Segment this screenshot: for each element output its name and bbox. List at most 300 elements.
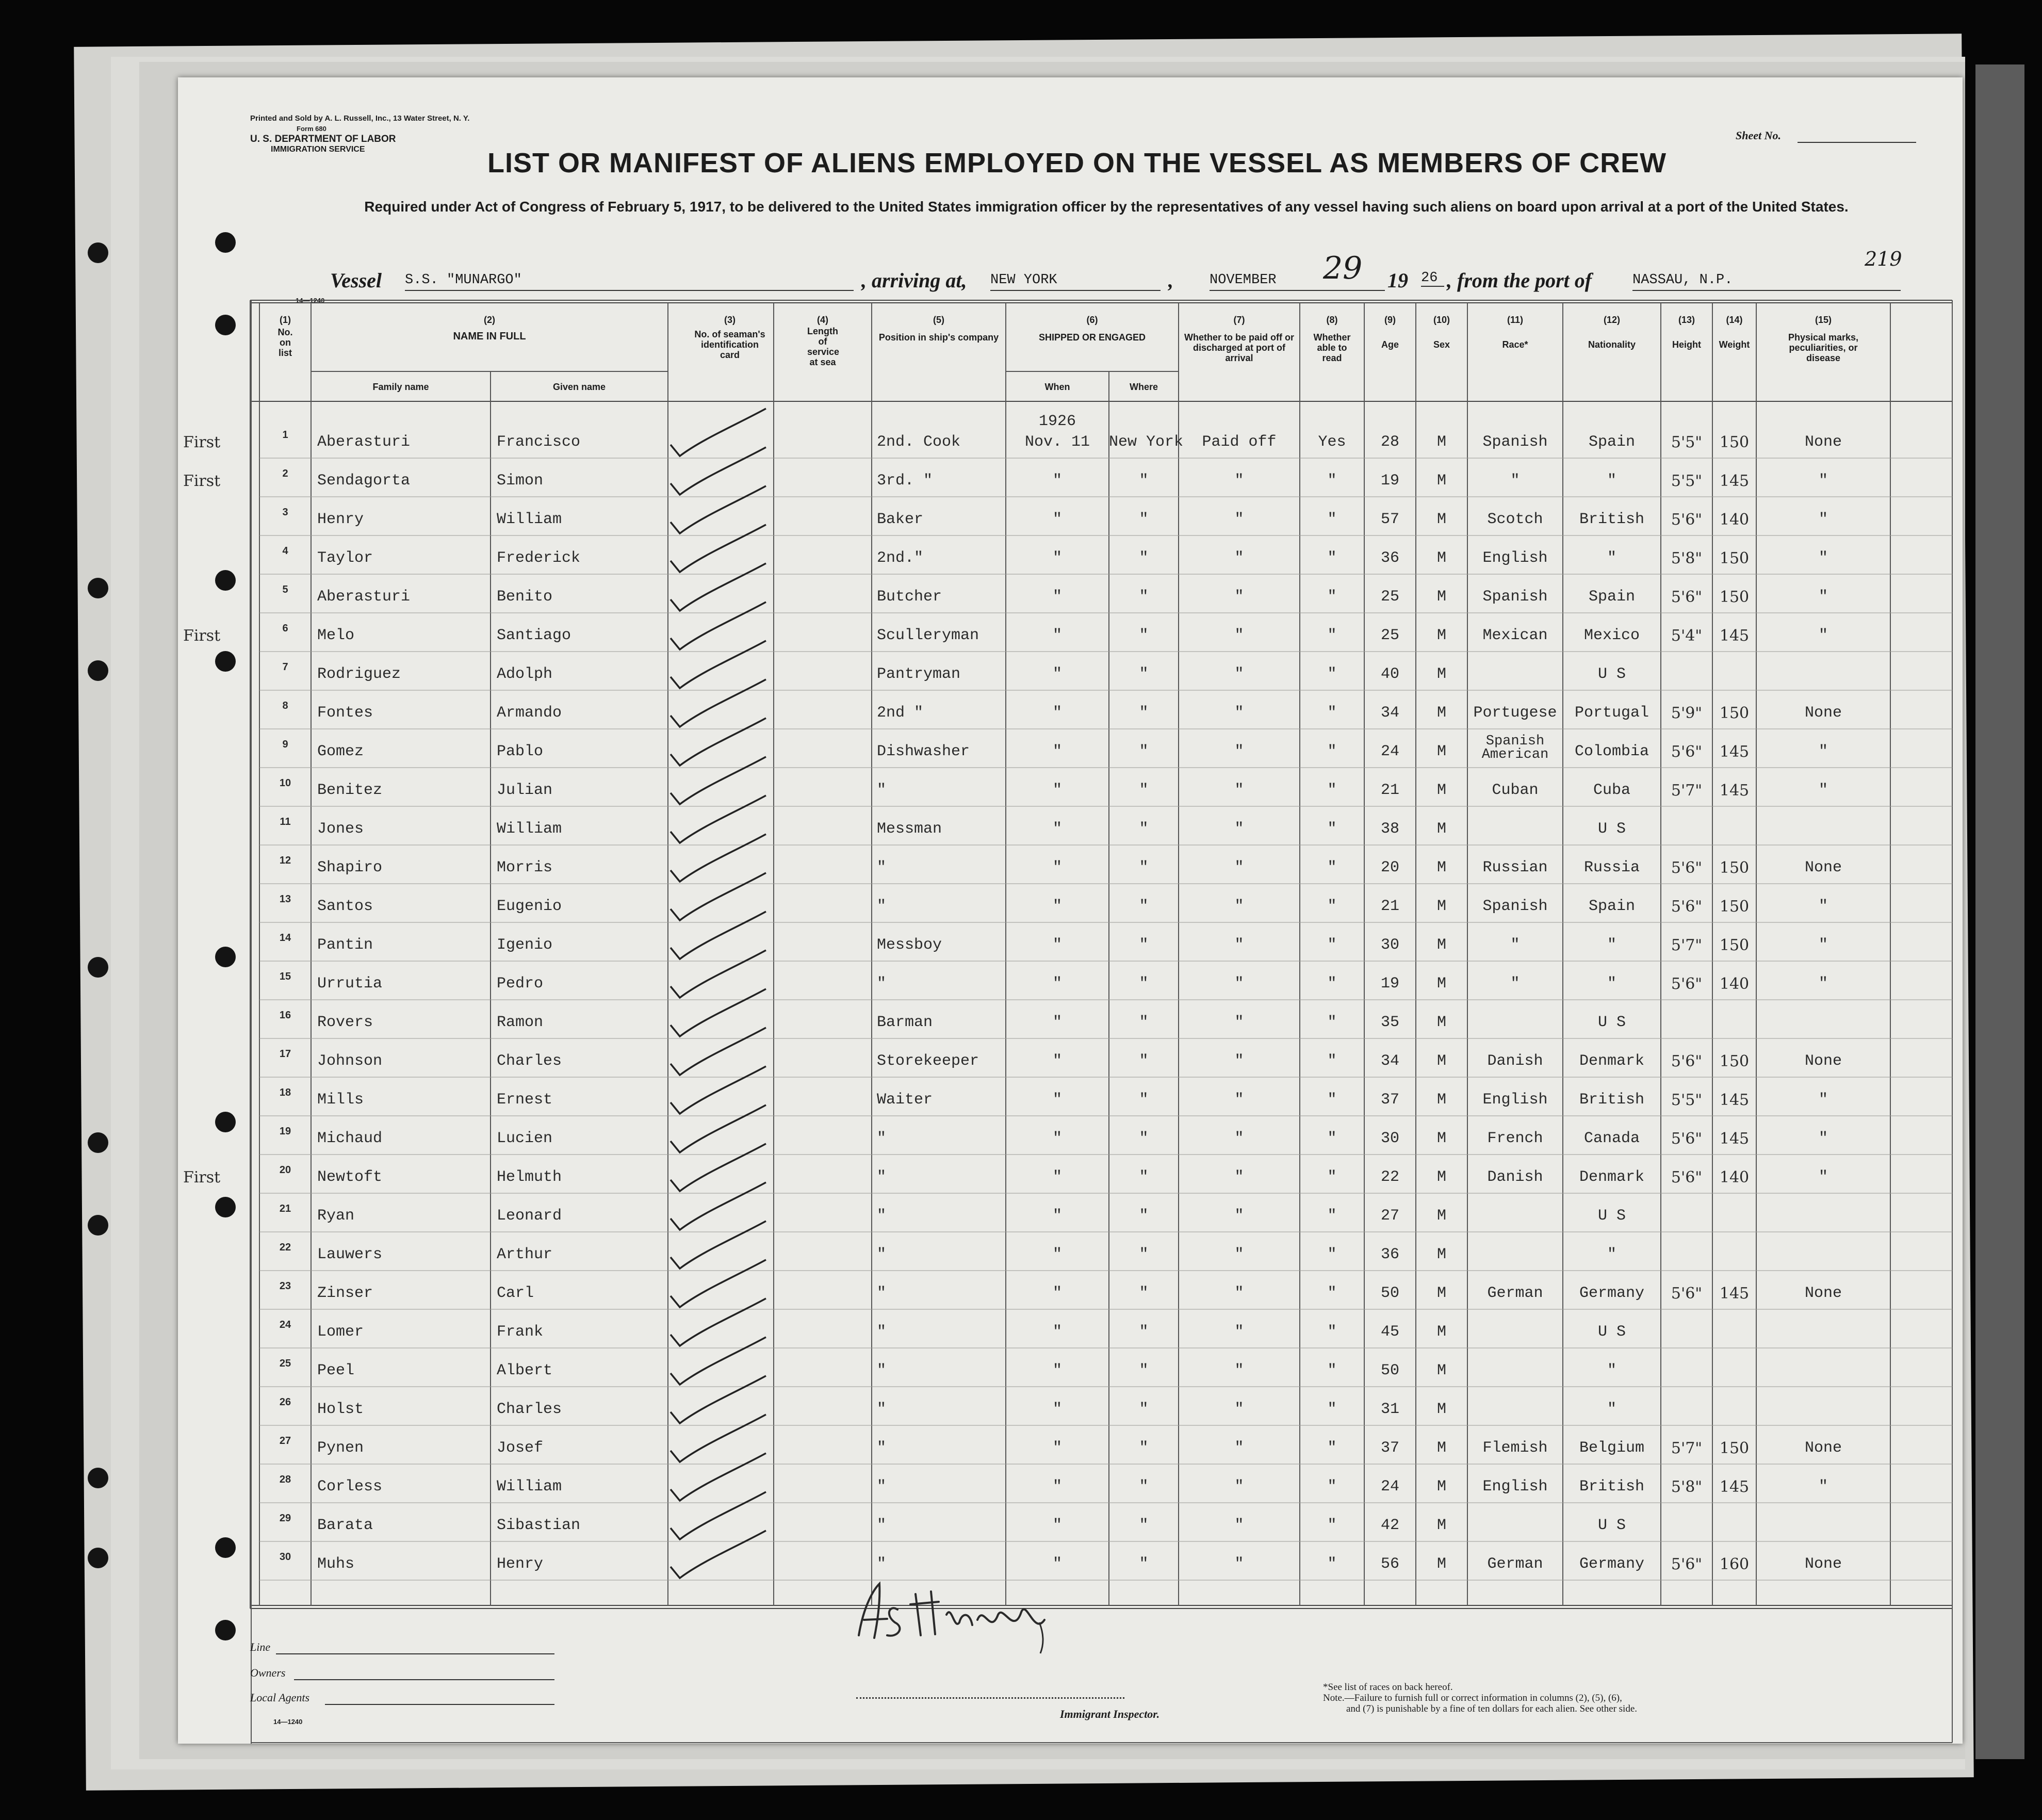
- owners-field: [294, 1679, 554, 1680]
- able-to-read: ": [1327, 1401, 1337, 1418]
- list-number: 6: [282, 623, 288, 634]
- paid-off: ": [1234, 898, 1244, 915]
- margin-note: First: [183, 1168, 221, 1187]
- col-10-title: Sex: [1433, 339, 1450, 350]
- shipped-where: ": [1139, 1014, 1149, 1031]
- race: English: [1482, 549, 1548, 567]
- able-to-read: ": [1327, 1207, 1337, 1225]
- shipped-when: ": [1052, 1091, 1062, 1109]
- age: 27: [1380, 1207, 1399, 1225]
- paid-off: ": [1234, 1168, 1244, 1186]
- shipped-when: ": [1052, 898, 1062, 915]
- paid-off: ": [1234, 511, 1244, 528]
- col-12-header: [1563, 315, 1661, 350]
- col-9-number: (9): [1384, 315, 1396, 325]
- form-number: Form 680: [297, 125, 326, 133]
- race: ": [1510, 936, 1520, 954]
- age: 25: [1380, 588, 1399, 606]
- list-number: 26: [279, 1396, 291, 1408]
- col-3-header: [694, 315, 766, 360]
- col-15-title: Physical marks, peculiarities, or disease: [1788, 332, 1859, 363]
- physical-marks: ": [1818, 782, 1828, 799]
- col-1-number: (1): [280, 315, 291, 325]
- check-mark: [671, 1066, 766, 1114]
- list-number: 20: [279, 1164, 291, 1176]
- given-name: Armando: [497, 704, 562, 722]
- race: English: [1482, 1091, 1548, 1109]
- position: ": [877, 975, 887, 993]
- col-8-number: (8): [1326, 315, 1338, 325]
- position: ": [877, 1401, 887, 1418]
- col-11-title: Race*: [1502, 339, 1528, 350]
- department-name: U. S. DEPARTMENT OF LABOR: [250, 134, 396, 144]
- year-prefix: 19: [1387, 269, 1408, 292]
- family-name: Lauwers: [317, 1246, 383, 1263]
- age: 45: [1380, 1323, 1399, 1341]
- nationality: ": [1607, 1362, 1616, 1379]
- nationality: U S: [1597, 1517, 1626, 1534]
- shipped-where: ": [1139, 511, 1149, 528]
- shipped-when: ": [1052, 549, 1062, 567]
- check-mark: [671, 1105, 766, 1152]
- race: French: [1487, 1130, 1543, 1147]
- shipped-where: ": [1139, 588, 1149, 606]
- age: 34: [1380, 704, 1399, 722]
- list-number: 3: [282, 507, 288, 518]
- sex: M: [1436, 1168, 1446, 1186]
- check-mark: [671, 1144, 766, 1191]
- arriving-label: , arriving at,: [861, 269, 967, 292]
- col-4-header: [774, 315, 872, 367]
- position: Pantryman: [877, 665, 961, 683]
- race: Mexican: [1482, 627, 1548, 644]
- sex: M: [1436, 898, 1446, 915]
- weight: 145: [1719, 1130, 1750, 1148]
- given-name-header: Given name: [552, 382, 606, 392]
- local-agents-field: [325, 1704, 554, 1705]
- shipped-where: ": [1139, 975, 1149, 993]
- col-13-header: [1661, 315, 1712, 350]
- position: ": [877, 1168, 887, 1186]
- family-name: Barata: [317, 1517, 373, 1534]
- paid-off: ": [1234, 704, 1244, 722]
- shipped-where: ": [1139, 704, 1149, 722]
- position: 3rd. ": [877, 472, 933, 490]
- weight: 145: [1719, 1285, 1750, 1303]
- race: German: [1487, 1555, 1543, 1573]
- arrival-port: NEW YORK: [990, 272, 1161, 291]
- weight: 150: [1719, 936, 1750, 954]
- check-mark: [671, 757, 766, 804]
- col-2-number: (2): [484, 315, 495, 325]
- able-to-read: Yes: [1318, 433, 1346, 451]
- able-to-read: ": [1327, 1091, 1337, 1109]
- height: 5'8": [1671, 549, 1703, 567]
- position: Barman: [877, 1014, 933, 1031]
- sex: M: [1436, 1517, 1446, 1534]
- col-6-header: [1006, 315, 1179, 343]
- check-mark: [671, 447, 766, 495]
- race: Portugese: [1473, 704, 1557, 722]
- nationality: Canada: [1583, 1130, 1640, 1147]
- nationality: Belgium: [1579, 1439, 1645, 1457]
- age: 37: [1380, 1091, 1399, 1109]
- col-7-number: (7): [1233, 315, 1245, 325]
- paid-off: Paid off: [1202, 433, 1277, 451]
- manifest-sheet: [178, 77, 1963, 1744]
- arrival-month: NOVEMBER: [1210, 272, 1277, 288]
- position: ": [877, 1207, 887, 1225]
- position: ": [877, 1555, 887, 1573]
- family-name: Fontes: [317, 704, 373, 722]
- age: 38: [1380, 820, 1399, 838]
- footer-notes: [1323, 1682, 1942, 1714]
- sex: M: [1436, 433, 1446, 451]
- check-mark: [671, 912, 766, 959]
- nationality: British: [1579, 1478, 1645, 1496]
- binder-hole: [88, 242, 108, 263]
- list-number: 12: [279, 855, 291, 866]
- vessel-name: S.S. "MUNARGO": [405, 272, 854, 291]
- col-2-title: NAME IN FULL: [453, 331, 526, 342]
- able-to-read: ": [1327, 1517, 1337, 1534]
- age: 56: [1380, 1555, 1399, 1573]
- given-name: William: [497, 820, 562, 838]
- able-to-read: ": [1327, 588, 1337, 606]
- list-number: 29: [279, 1513, 291, 1524]
- check-mark: [671, 1028, 766, 1075]
- paid-off: ": [1234, 1014, 1244, 1031]
- family-name: Johnson: [317, 1052, 383, 1070]
- given-name: Eugenio: [497, 898, 562, 915]
- physical-marks: ": [1818, 511, 1828, 528]
- physical-marks: ": [1818, 743, 1828, 760]
- col-15-header: [1756, 315, 1890, 363]
- age: 34: [1380, 1052, 1399, 1070]
- nationality: British: [1579, 511, 1645, 528]
- paid-off: ": [1234, 1246, 1244, 1263]
- paid-off: ": [1234, 1439, 1244, 1457]
- race: Scotch: [1487, 511, 1543, 528]
- col-5-title: Position in ship's company: [878, 332, 999, 343]
- shipped-when: ": [1052, 472, 1062, 490]
- binder-hole: [88, 1548, 108, 1568]
- given-name: Albert: [497, 1362, 553, 1379]
- line-label: Line: [250, 1640, 271, 1653]
- col-1-title: No. on list: [277, 327, 293, 358]
- sex: M: [1436, 1130, 1446, 1147]
- shipped-where: ": [1139, 665, 1149, 683]
- col-8-header: [1300, 315, 1364, 363]
- able-to-read: ": [1327, 1439, 1337, 1457]
- position: Waiter: [877, 1091, 933, 1109]
- physical-marks: ": [1818, 975, 1828, 993]
- weight: 145: [1719, 1091, 1750, 1109]
- physical-marks: ": [1818, 549, 1828, 567]
- printer-line: Printed and Sold by A. L. Russell, Inc., 13 Water Street, N. Y.: [250, 114, 470, 123]
- paid-off: ": [1234, 588, 1244, 606]
- race: Danish: [1487, 1052, 1543, 1070]
- form-subtitle: Required under Act of Congress of February 5, 1917, to be delivered to the United States immigration officer by the representatives of any vessel having such aliens on board upon arrival at a port of the United States.: [364, 199, 1849, 215]
- position: Dishwasher: [877, 743, 970, 760]
- given-name: Francisco: [497, 433, 581, 451]
- weight: 150: [1719, 898, 1750, 916]
- physical-marks: ": [1818, 936, 1828, 954]
- sex: M: [1436, 1207, 1446, 1225]
- nationality: ": [1607, 549, 1616, 567]
- shipped-where: ": [1139, 1130, 1149, 1147]
- shipped-where: ": [1139, 782, 1149, 799]
- family-name: Peel: [317, 1362, 355, 1379]
- age: 24: [1380, 1478, 1399, 1496]
- col-4-number: (4): [817, 315, 828, 325]
- sheet-no-label: Sheet No.: [1736, 129, 1781, 142]
- sex: M: [1436, 1323, 1446, 1341]
- nationality: Cuba: [1593, 782, 1630, 799]
- shipped-where: ": [1139, 1246, 1149, 1263]
- service-name: IMMIGRATION SERVICE: [271, 145, 365, 154]
- height: 5'4": [1671, 627, 1703, 645]
- paid-off: ": [1234, 1478, 1244, 1496]
- race: English: [1482, 1478, 1548, 1496]
- position: ": [877, 1323, 887, 1341]
- col-5-header: [872, 315, 1006, 343]
- age: 24: [1380, 743, 1399, 760]
- shipped-when: ": [1052, 1362, 1062, 1379]
- able-to-read: ": [1327, 820, 1337, 838]
- check-mark: [671, 1492, 766, 1539]
- list-number: 13: [279, 893, 291, 905]
- line-field: [276, 1653, 554, 1654]
- list-number: 17: [279, 1048, 291, 1060]
- check-mark: [671, 1260, 766, 1307]
- able-to-read: ": [1327, 665, 1337, 683]
- sex: M: [1436, 1052, 1446, 1070]
- position: 2nd ": [877, 704, 924, 722]
- given-name: Frederick: [497, 549, 581, 567]
- paid-off: ": [1234, 1130, 1244, 1147]
- age: 25: [1380, 627, 1399, 644]
- given-name: Pedro: [497, 975, 544, 993]
- able-to-read: ": [1327, 627, 1337, 644]
- given-name: Carl: [497, 1285, 534, 1302]
- shipped-when: ": [1052, 975, 1062, 993]
- list-number: 18: [279, 1087, 291, 1098]
- list-number: 5: [282, 584, 288, 595]
- family-name: Jones: [317, 820, 364, 838]
- sex: M: [1436, 820, 1446, 838]
- shipped-where: ": [1139, 1207, 1149, 1225]
- shipped-where: ": [1139, 1555, 1149, 1573]
- col-2-header: [311, 315, 668, 342]
- position: Baker: [877, 511, 924, 528]
- sex: M: [1436, 1555, 1446, 1573]
- sex: M: [1436, 588, 1446, 606]
- physical-marks: None: [1804, 1052, 1842, 1070]
- list-number: 11: [280, 816, 291, 827]
- family-name: Michaud: [317, 1130, 383, 1147]
- family-name: Holst: [317, 1401, 364, 1418]
- shipped-when: ": [1052, 665, 1062, 683]
- check-mark: [671, 602, 766, 649]
- col-9-title: Age: [1381, 339, 1399, 350]
- nationality: Portugal: [1574, 704, 1649, 722]
- shipped-when: ": [1052, 588, 1062, 606]
- nationality: ": [1607, 1246, 1616, 1263]
- age: 19: [1380, 975, 1399, 993]
- age: 19: [1380, 472, 1399, 490]
- penalty-note-cont: and (7) is punishable by a fine of ten dollars for each alien. See other side.: [1346, 1703, 1638, 1714]
- age: 20: [1380, 859, 1399, 876]
- margin-note: First: [183, 627, 221, 645]
- position: Messboy: [877, 936, 942, 954]
- age: 50: [1380, 1285, 1399, 1302]
- margin-note: First: [183, 433, 221, 451]
- check-mark: [671, 873, 766, 920]
- race: Flemish: [1482, 1439, 1548, 1457]
- physical-marks: ": [1818, 1091, 1828, 1109]
- shipped-when: ": [1052, 743, 1062, 760]
- height: 5'6": [1671, 743, 1703, 761]
- nationality: British: [1579, 1091, 1645, 1109]
- shipped-when: ": [1052, 1168, 1062, 1186]
- binder-hole: [88, 957, 108, 978]
- check-mark: [671, 795, 766, 843]
- shipped-year: 1926: [1038, 413, 1076, 430]
- nationality: Spain: [1588, 898, 1635, 915]
- shipped-when: ": [1052, 1207, 1062, 1225]
- list-number: 10: [279, 777, 291, 789]
- list-number: 8: [282, 700, 288, 711]
- paid-off: ": [1234, 1091, 1244, 1109]
- inspector-signature: [848, 1573, 1065, 1656]
- given-name: Leonard: [497, 1207, 562, 1225]
- binding-edge: [1975, 64, 2024, 1759]
- check-mark: [671, 718, 766, 766]
- col-11-number: (11): [1507, 315, 1524, 325]
- sex: M: [1436, 627, 1446, 644]
- nationality: Spain: [1588, 588, 1635, 606]
- given-name: Frank: [497, 1323, 544, 1341]
- age: 21: [1380, 782, 1399, 799]
- footer-form-code: 14—1240: [273, 1718, 303, 1726]
- local-agents-label: Local Agents: [250, 1691, 310, 1704]
- shipped-when: Nov. 11: [1024, 433, 1090, 451]
- check-mark: [671, 525, 766, 572]
- binder-hole: [88, 1132, 108, 1153]
- family-name: Gomez: [317, 743, 364, 760]
- given-name: Sibastian: [497, 1517, 581, 1534]
- race: Spanish: [1482, 898, 1548, 915]
- given-name: Morris: [497, 859, 553, 876]
- family-name: Melo: [317, 627, 355, 644]
- col-12-number: (12): [1603, 315, 1620, 325]
- height: 5'5": [1671, 1091, 1703, 1109]
- able-to-read: ": [1327, 549, 1337, 567]
- page-number: 219: [1865, 248, 1902, 270]
- position: Sculleryman: [877, 627, 979, 644]
- col-3-title: No. of seaman's identification card: [694, 329, 765, 360]
- position: ": [877, 1362, 887, 1379]
- position: ": [877, 782, 887, 799]
- col-8-title: Whether able to read: [1313, 332, 1351, 363]
- shipped-when: ": [1052, 1517, 1062, 1534]
- check-mark: [671, 1376, 766, 1423]
- family-name: Santos: [317, 898, 373, 915]
- margin-note: First: [183, 472, 221, 490]
- given-name: Igenio: [497, 936, 553, 954]
- when-header: When: [1044, 382, 1070, 392]
- shipped-when: ": [1052, 820, 1062, 838]
- age: 35: [1380, 1014, 1399, 1031]
- given-name: Charles: [497, 1052, 562, 1070]
- check-mark: [671, 563, 766, 611]
- height: 5'6": [1671, 1168, 1703, 1187]
- able-to-read: ": [1327, 1478, 1337, 1496]
- shipped-where: ": [1139, 549, 1149, 567]
- paid-off: ": [1234, 1323, 1244, 1341]
- position: ": [877, 1439, 887, 1457]
- nationality: U S: [1597, 820, 1626, 838]
- nationality: Germany: [1579, 1285, 1645, 1302]
- shipped-when: ": [1052, 936, 1062, 954]
- able-to-read: ": [1327, 1555, 1337, 1573]
- binder-hole: [88, 1468, 108, 1488]
- family-name: Zinser: [317, 1285, 373, 1302]
- height: 5'6": [1671, 975, 1703, 993]
- list-number: 30: [279, 1551, 291, 1563]
- nationality: U S: [1597, 1323, 1626, 1341]
- physical-marks: ": [1818, 1478, 1828, 1496]
- shipped-when: ": [1052, 1130, 1062, 1147]
- check-mark: [671, 1221, 766, 1269]
- race: Danish: [1487, 1168, 1543, 1186]
- shipped-when: ": [1052, 1401, 1062, 1418]
- shipped-where: ": [1139, 859, 1149, 876]
- paid-off: ": [1234, 820, 1244, 838]
- race: Russian: [1482, 859, 1548, 876]
- shipped-where: ": [1139, 820, 1149, 838]
- inspector-label: Immigrant Inspector.: [1060, 1708, 1160, 1720]
- given-name: Charles: [497, 1401, 562, 1418]
- col-7-title: Whether to be paid off or discharged at port of arrival: [1184, 332, 1294, 363]
- from-label: , from the port of: [1447, 269, 1592, 292]
- nationality: U S: [1597, 1207, 1626, 1225]
- race: ": [1510, 975, 1520, 993]
- given-name: William: [497, 1478, 562, 1496]
- weight: 145: [1719, 1478, 1750, 1496]
- height: 5'6": [1671, 898, 1703, 916]
- shipped-when: ": [1052, 627, 1062, 644]
- nationality: Mexico: [1583, 627, 1640, 644]
- list-number: 14: [279, 932, 291, 944]
- sex: M: [1436, 859, 1446, 876]
- check-mark: [671, 834, 766, 882]
- weight: 145: [1719, 743, 1750, 761]
- shipped-when: ": [1052, 859, 1062, 876]
- race: ": [1510, 472, 1520, 490]
- position: 2nd.": [877, 549, 924, 567]
- shipped-where: ": [1139, 1401, 1149, 1418]
- paid-off: ": [1234, 743, 1244, 760]
- able-to-read: ": [1327, 975, 1337, 993]
- paid-off: ": [1234, 936, 1244, 954]
- list-number: 1: [282, 429, 288, 441]
- given-name: Simon: [497, 472, 544, 490]
- shipped-where: ": [1139, 472, 1149, 490]
- able-to-read: ": [1327, 472, 1337, 490]
- col-14-header: [1712, 315, 1756, 350]
